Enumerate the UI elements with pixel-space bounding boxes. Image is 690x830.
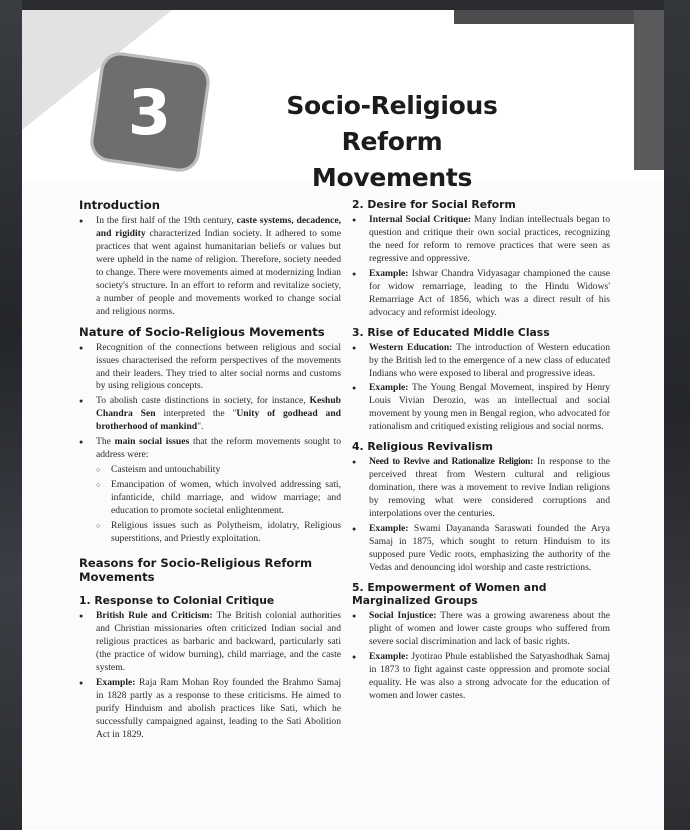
list-item bbox=[79, 677, 341, 742]
left-column bbox=[79, 198, 341, 747]
chapter-number: 3 bbox=[128, 75, 172, 149]
subsection-heading: 2. Desire for Social Reform bbox=[352, 198, 516, 211]
text: Ishwar Chandra Vidyasagar championed the cause for widow remarriage, leading to the Hindu Widows' Remarriage Act of 1856, which was a direct result of his advocacy and reformist ideology. bbox=[369, 267, 610, 318]
list-item bbox=[352, 382, 610, 434]
bullet-list bbox=[79, 215, 341, 319]
bullet-list bbox=[352, 342, 610, 435]
bold-text: Example: bbox=[369, 267, 409, 279]
chapter-title bbox=[237, 88, 547, 196]
chapter-number-badge bbox=[88, 50, 212, 174]
bold-text: caste systems, decadence, and rigidity bbox=[96, 215, 341, 239]
nature-section bbox=[79, 325, 341, 546]
list-item bbox=[352, 214, 610, 266]
list-item bbox=[79, 436, 341, 462]
bold-text: Example: bbox=[96, 676, 136, 688]
text: The introduction of Western education by the British led to the emergence of a new class of educated Indians who were exposed to liberal and progressive ideas. bbox=[369, 341, 610, 379]
bold-text: Internal Social Critique: bbox=[369, 214, 472, 225]
section-heading: Nature of Socio-Religious Movements bbox=[79, 324, 325, 339]
text: Jyotirao Phule established the Satyashodhak Samaj in 1873 to fight against caste oppression and promote social equality. He was also a strong advocate for the education of women and lower castes. bbox=[369, 650, 610, 701]
text: interpreted the " bbox=[155, 408, 237, 420]
text: Raja Ram Mohan Roy founded the Brahmo Samaj in 1828 partly as a response to these criticisms. He aimed to purify Hinduism and abolish practices like Sati, which he successfully campaigned against, leading to the Sati Abolition Act in 1829. bbox=[96, 676, 341, 740]
bold-text: British Rule and Criticism: bbox=[96, 609, 213, 621]
list-item bbox=[79, 215, 341, 319]
bold-text: Example: bbox=[369, 382, 409, 394]
right-column bbox=[352, 198, 610, 709]
introduction-section bbox=[79, 198, 341, 319]
bullet-list bbox=[352, 456, 610, 575]
bold-text: Example: bbox=[369, 523, 409, 535]
text: In the first half of the 19th century, bbox=[96, 215, 237, 226]
list-item bbox=[79, 395, 341, 434]
bullet-list bbox=[79, 610, 341, 742]
chapter-header bbox=[22, 10, 664, 192]
bullet-list bbox=[352, 610, 610, 703]
subsection-heading: 1. Response to Colonial Critique bbox=[79, 593, 275, 607]
middle-class-section bbox=[352, 326, 610, 435]
list-item bbox=[352, 456, 610, 521]
text: To abolish caste distinctions in society, for instance, bbox=[96, 395, 310, 407]
sub-list-item: ○ Emancipation of women, which involved addressing sati, infanticide, child marriage, and widow marriage; and education to promote societal enlightenment. bbox=[79, 479, 341, 518]
text: ". bbox=[197, 421, 204, 433]
text: The British colonial authorities and Christian missionaries often criticized Indian social and religious practices as barbaric and backward, particularly sati (the practice of widow burning), child marriage, and the caste system. bbox=[96, 609, 341, 673]
bold-text: Social Injustice: bbox=[369, 609, 437, 621]
chapter-title-line-2: Movements bbox=[311, 163, 473, 192]
text: The bbox=[96, 436, 115, 448]
list-item bbox=[79, 610, 341, 675]
list-item: ● Recognition of the connections between religious and social issues characterised the reform perspectives of the movements and their leaders. They tried to alter social norms and customs by using religious concepts. bbox=[79, 342, 341, 394]
chapter-title-line-1: Socio-Religious Reform bbox=[286, 91, 498, 156]
subsection-heading: 5. Empowerment of Women and Marginalized Groups bbox=[352, 580, 547, 607]
list-item bbox=[352, 651, 610, 703]
text: Swami Dayananda Saraswati founded the Arya Samaj in 1875, which sought to return Hinduism to its supposed pure Vedic roots, emphasizing the authority of the Vedas and denouncing idol worship and caste restrictions. bbox=[369, 523, 610, 573]
revivalism-section bbox=[352, 440, 610, 575]
list-item bbox=[352, 610, 610, 649]
desire-section bbox=[352, 198, 610, 320]
bullet-list bbox=[352, 214, 610, 320]
background-right-edge bbox=[664, 0, 690, 830]
sub-list-item: ○ Casteism and untouchability bbox=[79, 464, 341, 477]
subsection-heading: 4. Religious Revivalism bbox=[352, 440, 493, 454]
book-page bbox=[22, 10, 664, 830]
bold-text: Unity of godhead and brotherhood of mankind bbox=[96, 408, 341, 433]
bullet-list bbox=[79, 342, 341, 546]
empowerment-section bbox=[352, 581, 610, 703]
bold-text: Need to Revive and Rationalize Religion: bbox=[369, 456, 533, 468]
list-item bbox=[352, 523, 610, 575]
bold-text: main social issues bbox=[114, 436, 190, 448]
section-heading: Introduction bbox=[79, 198, 160, 212]
bold-text: Example: bbox=[369, 650, 409, 662]
reasons-section bbox=[79, 556, 341, 742]
list-item bbox=[352, 268, 610, 320]
sub-list-item: ○ Religious issues such as Polytheism, idolatry, Religious superstitions, and Priestly exploitation. bbox=[79, 520, 341, 546]
text: characterized Indian society. It adhered to some practices that went against humanitarian beliefs or values but were upheld in the name of religion. Therefore, society needed to change. There were movements aimed at modernizing Indian society's structure. In an effort to reform and revitalize society, a number of people and movements worked to change social and religious norms. bbox=[96, 227, 341, 317]
text: that the reform movements sought to address were: bbox=[96, 436, 341, 461]
text: The Young Bengal Movement, inspired by Henry Louis Vivian Derozio, was an intellectual and social movement by young men in Bengal region, who advocated for rationalism and critiqued existing religious and social norms. bbox=[369, 382, 610, 433]
text: In response to the perceived threat from Western cultural and religious domination, there was a movement to revive Indian religions by removing what were considered corruptions and interpolations over the centuries. bbox=[369, 456, 610, 520]
bold-text: Keshub Chandra Sen bbox=[96, 395, 341, 420]
text: There was a growing awareness about the plight of women and lower caste groups who suffered from severe social discrimination and lack of basic rights. bbox=[369, 609, 611, 647]
section-heading: Reasons for Socio-Religious Reform Movements bbox=[79, 555, 313, 584]
text: Many Indian intellectuals began to question and critique their own social practices, recognizing the need for reform to remove practices that were seen as regressive and oppressive. bbox=[369, 214, 610, 264]
bold-text: Western Education: bbox=[369, 341, 453, 353]
background-left-edge bbox=[0, 0, 22, 830]
subsection-heading: 3. Rise of Educated Middle Class bbox=[352, 325, 550, 339]
list-item bbox=[352, 342, 610, 381]
